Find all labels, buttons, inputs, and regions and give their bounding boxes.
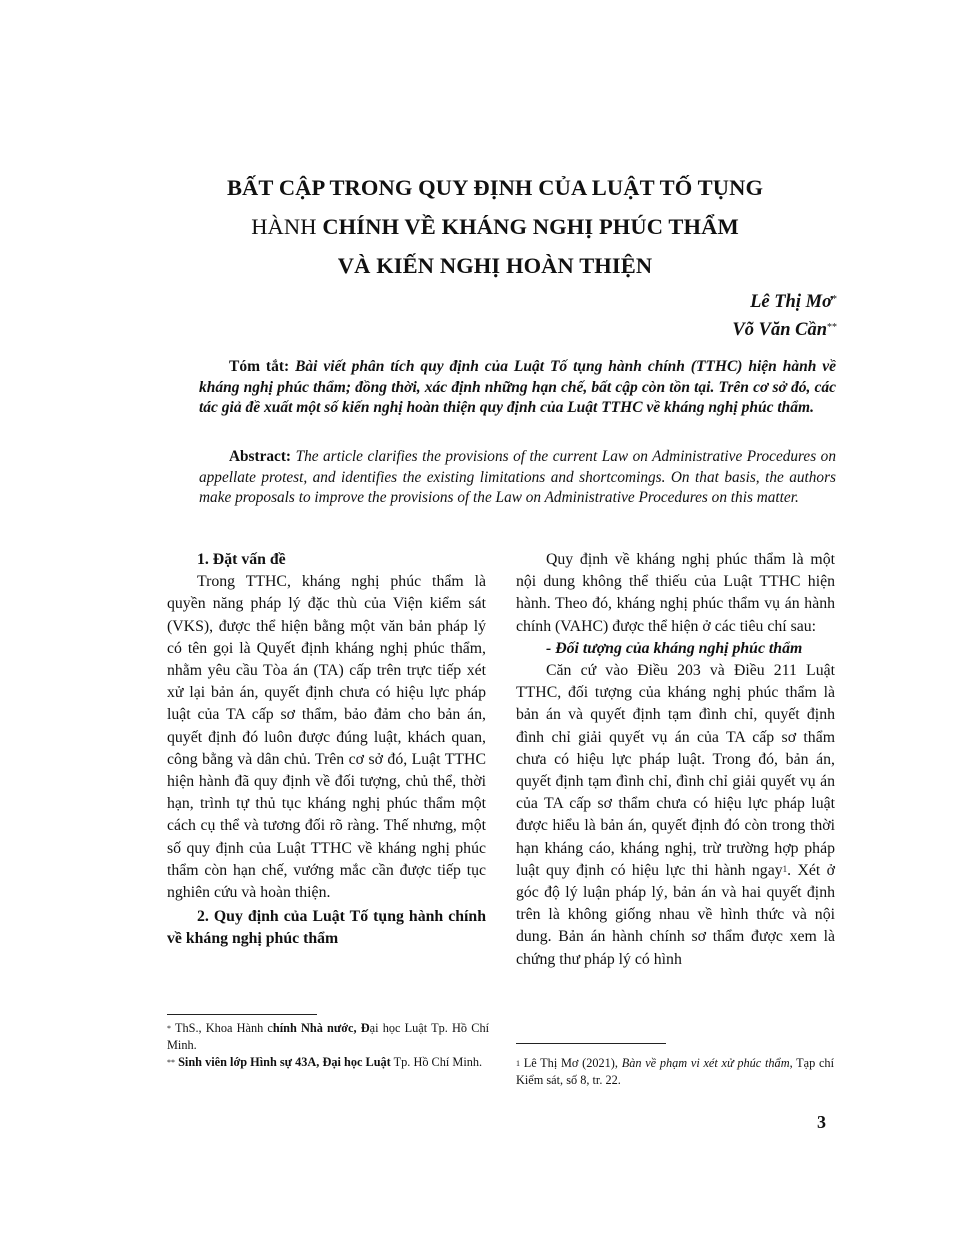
footnote-mark-2: ** [167,1058,175,1067]
footnote-1-body [516,1055,834,1089]
right-paragraph-1: Quy định về kháng nghị phúc thẩm là một nội dung không thể thiếu của Luật TTHC hiện hành. Theo đó, kháng nghị phúc thẩm vụ án hành chính (VAHC) được thể hiện ở các tiêu chí sau: [516,551,835,635]
footnote-author-2 [167,1054,489,1071]
footnote-right-rest: , Tạp chí Kiểm sát, số 8, tr. 22. [516,1056,834,1087]
author-list [732,288,837,344]
subheading-object: - Đối tượng của kháng nghị phúc thẩm [546,639,803,657]
title-line-2 [100,207,890,246]
footnote-1-part-a: ThS., Khoa Hành c [174,1021,273,1035]
footnote-ref-1[interactable]: 1 [782,863,788,874]
section-1-paragraph: Trong TTHC, kháng nghị phúc thẩm là quyền năng pháp lý đặc thù của Viện kiểm sát (VKS), được thể hiện bằng một văn bản pháp lý có tên gọi là Quyết định kháng nghị phúc thẩm, nhằm yêu cầu Tòa án (TA) cấp trên trực tiếp xét xử lại bản án, quyết định chưa có hiệu lực pháp luật của TA cấp sơ thẩm, bảo đảm cho bản án, quyết định đó luôn được đúng luật, khách quan, công bằng và dân chủ. Trên cơ sở đó, Luật TTHC hiện hành đã quy định về đối tượng, chủ thể, thời hạn, trình tự thủ tục kháng nghị phúc thẩm một cách cụ thể và tương đối rõ ràng. Thế nhưng, một số quy định của Luật TTHC về kháng nghị phúc thẩm còn hạn chế, vướng mắc cần được tiếp tục nghiên cứu và hoàn thiện. [167,573,486,902]
title-line-3: VÀ KIẾN NGHỊ HOÀN THIỆN [337,253,653,278]
footnote-mark-1: * [167,1024,171,1033]
author-1-name: Lê Thị Mơ [750,292,832,312]
right-paragraph-2 [516,660,835,971]
author-1 [732,288,837,316]
footnote-1-part-b: hính Nhà nước, Đ [272,1021,370,1035]
footnote-divider-right [516,1043,666,1044]
footnote-right [516,1055,834,1089]
abstract-vi-text: Bài viết phân tích quy định của Luật Tố tụng hành chính (TTHC) hiện hành về kháng nghị phúc thẩm; đồng thời, xác định những hạn chế, bất cập còn tồn tại. Trên cơ sở đó, các tác giả đề xuất một số kiến nghị hoàn thiện quy định của Luật TTHC về kháng nghị phúc thẩm. [199,358,836,416]
abstract-english [199,447,836,509]
left-column [167,549,486,951]
footnote-mark-right: 1 [516,1059,520,1068]
footnote-2-part-b: Tp. Hồ Chí Minh. [390,1055,483,1069]
author-2 [732,316,837,344]
author-2-name: Võ Văn Cần [732,320,827,340]
abstract-en-text: The article clarifies the provisions of the current Law on Administrative Procedures on appellate protest, and identifies the existing limitations and shortcomings. On that basis, the authors make proposals to improve the provisions of the Law on Administrative Procedures on this matter. [199,448,836,506]
footnote-right-author: Lê Thị Mơ (2021), [523,1056,618,1070]
footnote-2-part-a: Sinh viên lớp Hình sự 43A, Đại học Luật [178,1055,391,1069]
page-number: 3 [817,1112,826,1132]
title-line-1: BẤT CẬP TRONG QUY ĐỊNH CỦA LUẬT TỐ TỤNG [226,175,764,200]
author-2-mark: ** [827,322,837,333]
footnote-author-1 [167,1020,489,1054]
article-title [100,168,890,285]
abstract-vietnamese [199,357,836,419]
right-paragraph-2-tail: . Xét ở góc độ lý luận pháp lý, bản án và hai quyết định trên là không giống nhau về hình thức và nội dung. Bản án hành chính sơ thẩm được xem là chứng thư pháp lý có hình [516,861,835,968]
author-1-mark: * [832,294,837,305]
section-1-heading: 1. Đặt vấn đề [197,551,286,568]
right-column [516,549,835,971]
footnotes-left [167,1020,489,1071]
title-line-2b: CHÍNH VỀ KHÁNG NGHỊ PHÚC THẨM [322,214,739,239]
section-2-heading: 2. Quy định của Luật Tố tụng hành chính về kháng nghị phúc thẩm [167,908,486,948]
footnote-right-title: Bàn về phạm vi xét xử phúc thẩm [621,1056,790,1070]
footnote-divider-left [167,1014,317,1015]
abstract-vi-label: Tóm tắt: [229,358,290,375]
abstract-en-label: Abstract: [229,448,292,465]
footnote-1-part-c: ại học Luật Tp. Hồ Chí Minh. [167,1021,490,1052]
right-paragraph-2-text: Căn cứ vào Điều 203 và Điều 211 Luật TTHC, đối tượng của kháng nghị phúc thẩm là bản án và quyết định tạm đình chỉ, quyết định đình chỉ giải quyết vụ án của TA cấp sơ thẩm chưa có hiệu lực pháp luật. Trong đó, bản án, quyết định tạm đình chỉ, đình chỉ giải quyết vụ án của TA cấp sơ thẩm chưa có hiệu lực pháp luật được hiểu là bản án, quyết định đó còn trong thời hạn kháng cáo, kháng nghị, trừ trường hợp pháp luật quy định có hiệu lực thi hành ngay [516,662,835,879]
title-line-2a: HÀNH [251,214,317,239]
